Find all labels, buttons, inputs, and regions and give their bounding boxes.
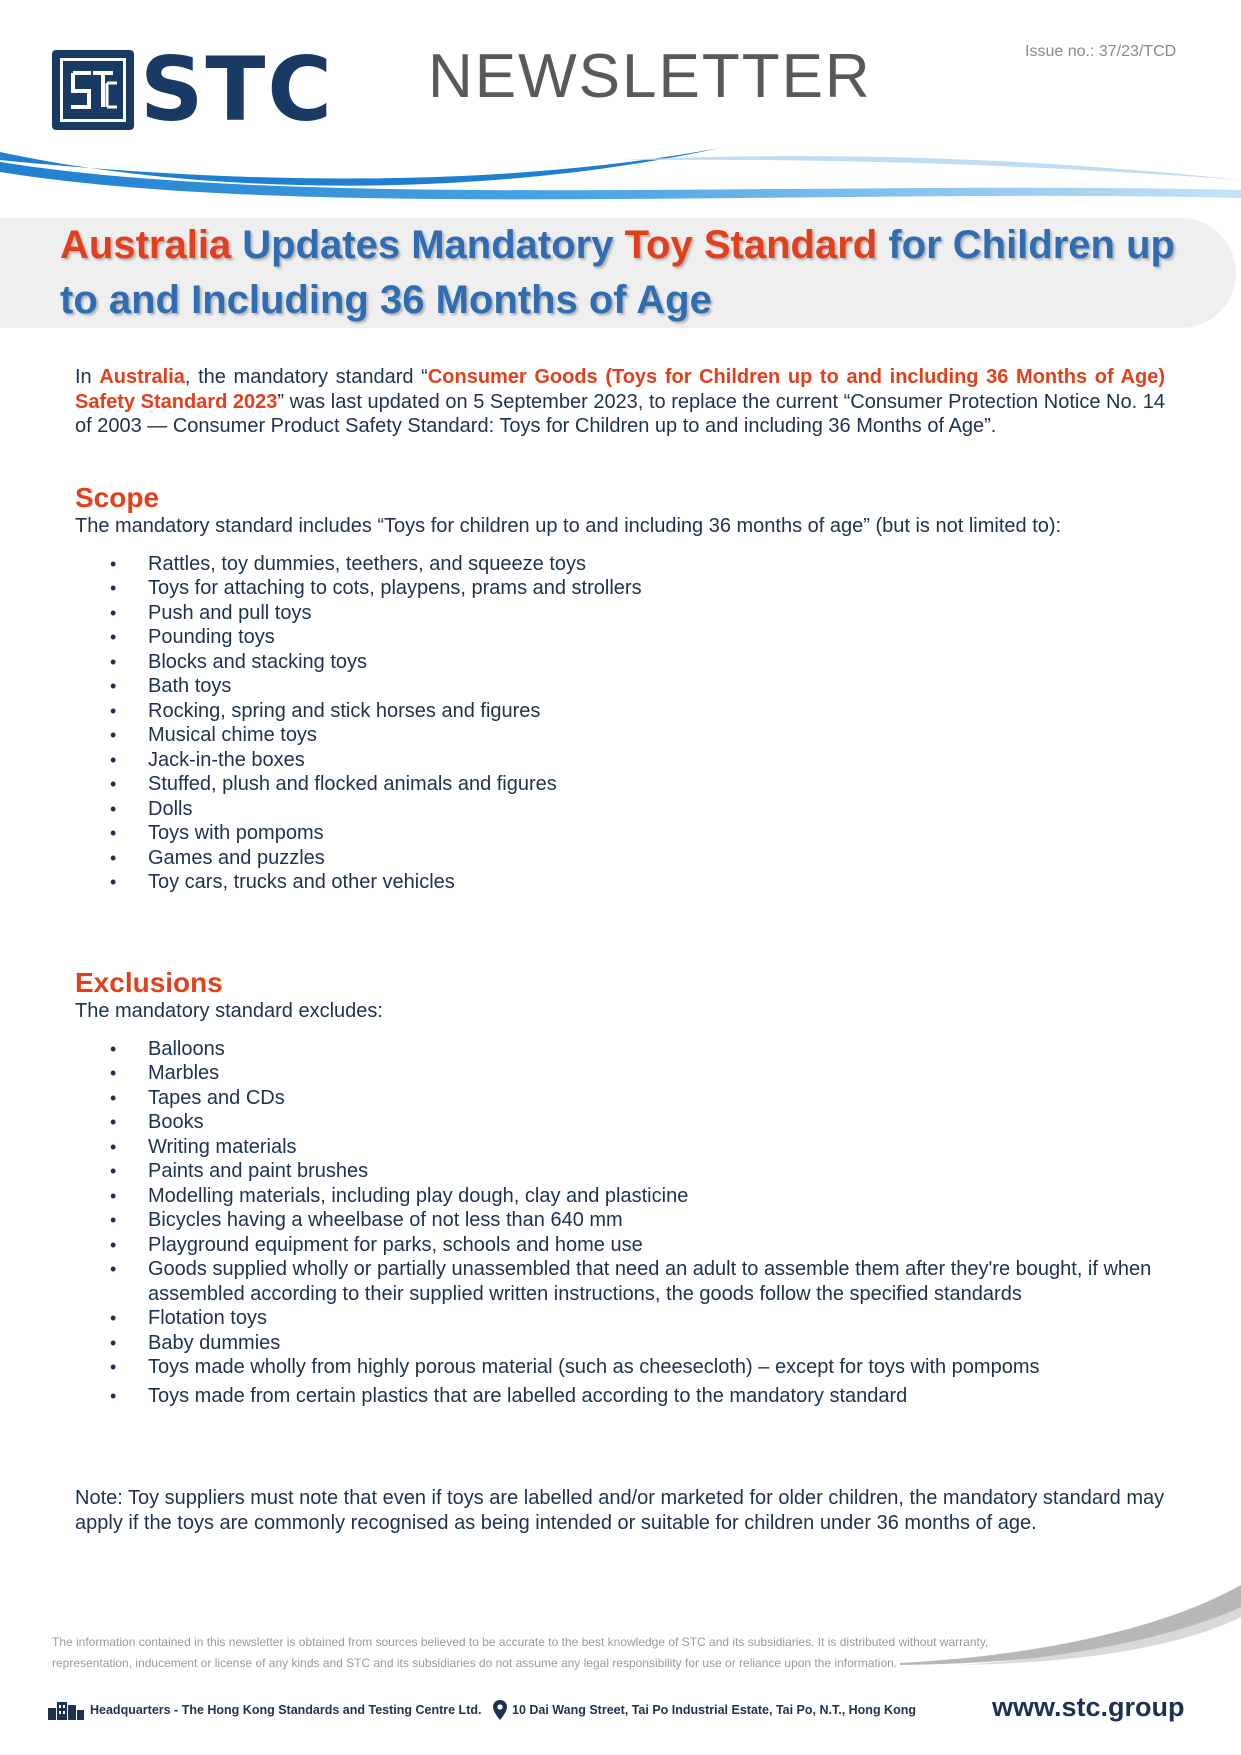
header-swoosh: [0, 140, 1241, 220]
issue-number: Issue no.: 37/23/TCD: [1025, 43, 1177, 60]
list-item: • Modelling materials, including play dough, clay and plasticine: [75, 1184, 1165, 1209]
list-item: • Blocks and stacking toys: [75, 650, 1165, 675]
intro-text-1: In: [75, 366, 100, 388]
footer-address: [493, 1700, 916, 1720]
building-icon: [48, 1700, 84, 1720]
list-item: • Jack-in-the boxes: [75, 748, 1165, 773]
note-paragraph: Note: Toy suppliers must note that even if toys are labelled and/or marketed for older children, the mandatory standard may apply if the toys are commonly recognised as being intended or suitable for children under 36 months of age.: [75, 1487, 1165, 1534]
list-item: • Tapes and CDs: [75, 1086, 1165, 1111]
list-item: • Games and puzzles: [75, 846, 1165, 871]
website-link[interactable]: www.stc.group: [992, 1692, 1185, 1722]
list-item: • Toys for attaching to cots, playpens, prams and strollers: [75, 576, 1165, 601]
list-item: • Rattles, toy dummies, teethers, and squeeze toys: [75, 552, 1165, 577]
logo-text: STC: [140, 38, 334, 141]
title-part-4: for Children up to and Including 36 Months of Age: [60, 223, 1175, 322]
list-item: • Books: [75, 1110, 1165, 1135]
list-item: • Pounding toys: [75, 625, 1165, 650]
list-item: • Rocking, spring and stick horses and figures: [75, 699, 1165, 724]
list-item: • Toy cars, trucks and other vehicles: [75, 870, 1165, 895]
footer-disclaimer: The information contained in this newsletter is obtained from sources believed to be accurate to the best knowledge of STC and its subsidiaries. It is distributed without warranty, representation, inducement or license of any kinds and STC and its subsidiaries do not assume any legal responsibility for use or reliance upon the information.: [52, 1635, 989, 1670]
list-item: • Writing materials: [75, 1135, 1165, 1160]
list-item: • Push and pull toys: [75, 601, 1165, 626]
scope-lead: The mandatory standard includes “Toys for children up to and including 36 months of age” (but is not limited to):: [75, 515, 1062, 537]
location-pin-icon: [493, 1700, 507, 1720]
headquarters-text: Headquarters - The Hong Kong Standards and Testing Centre Ltd.: [90, 1703, 482, 1717]
title-part-2: Updates Mandatory: [231, 223, 625, 267]
list-item: • Dolls: [75, 797, 1165, 822]
exclusions-section: [75, 967, 1165, 1408]
list-item: • Bath toys: [75, 674, 1165, 699]
list-item: • Baby dummies: [75, 1331, 1165, 1356]
logo-mark: [52, 50, 134, 130]
list-item: • Bicycles having a wheelbase of not less than 640 mm: [75, 1208, 1165, 1233]
newsletter-label: NEWSLETTER: [428, 42, 872, 111]
list-item: • Musical chime toys: [75, 723, 1165, 748]
address-text: 10 Dai Wang Street, Tai Po Industrial Estate, Tai Po, N.T., Hong Kong: [512, 1703, 916, 1717]
list-item: • Balloons: [75, 1037, 1165, 1062]
list-item: • Marbles: [75, 1061, 1165, 1086]
list-item: • Flotation toys: [75, 1306, 1165, 1331]
footer-headquarters: [48, 1700, 481, 1720]
logo-emblem-icon: [63, 61, 123, 119]
exclusions-list: [75, 1037, 1165, 1409]
list-item: • Goods supplied wholly or partially unassembled that need an adult to assemble them after they're bought, if when assembled according to their supplied written instructions, the goods follow the specified standards: [75, 1257, 1165, 1306]
logo-mark-frame: [60, 58, 126, 122]
list-item: • Paints and paint brushes: [75, 1159, 1165, 1184]
list-item: • Stuffed, plush and flocked animals and figures: [75, 772, 1165, 797]
stc-logo: [52, 38, 352, 141]
intro-country: Australia: [99, 366, 185, 388]
scope-section: [75, 482, 1165, 895]
title-part-toy-standard: Toy Standard: [624, 223, 878, 267]
intro-paragraph: [75, 365, 1165, 439]
scope-heading: Scope: [75, 482, 160, 513]
intro-standard-name: Consumer Goods (Toys for Children up to and including 36 Months of Age) Safety Standard 2023: [75, 366, 1165, 413]
list-item: • Toys made from certain plastics that are labelled according to the mandatory standard: [75, 1384, 1165, 1409]
list-item: • Toys made wholly from highly porous material (such as cheesecloth) – except for toys with pompoms: [75, 1355, 1165, 1380]
list-item: • Playground equipment for parks, schools and home use: [75, 1233, 1165, 1258]
title-part-australia: Australia: [60, 223, 232, 267]
exclusions-heading: Exclusions: [75, 967, 223, 998]
intro-text-3: , the mandatory standard “: [184, 366, 428, 388]
list-item: • Toys with pompoms: [75, 821, 1165, 846]
exclusions-lead: The mandatory standard excludes:: [75, 1000, 383, 1022]
page-title: [60, 218, 1200, 328]
scope-list: [75, 552, 1165, 895]
intro-text-5: ” was last updated on 5 September 2023, to replace the current “Consumer Protection Notice No. 14 of 2003 — Consumer Product Safety Standard: Toys for Children up to and including 36 Months of Age”.: [75, 390, 1165, 437]
